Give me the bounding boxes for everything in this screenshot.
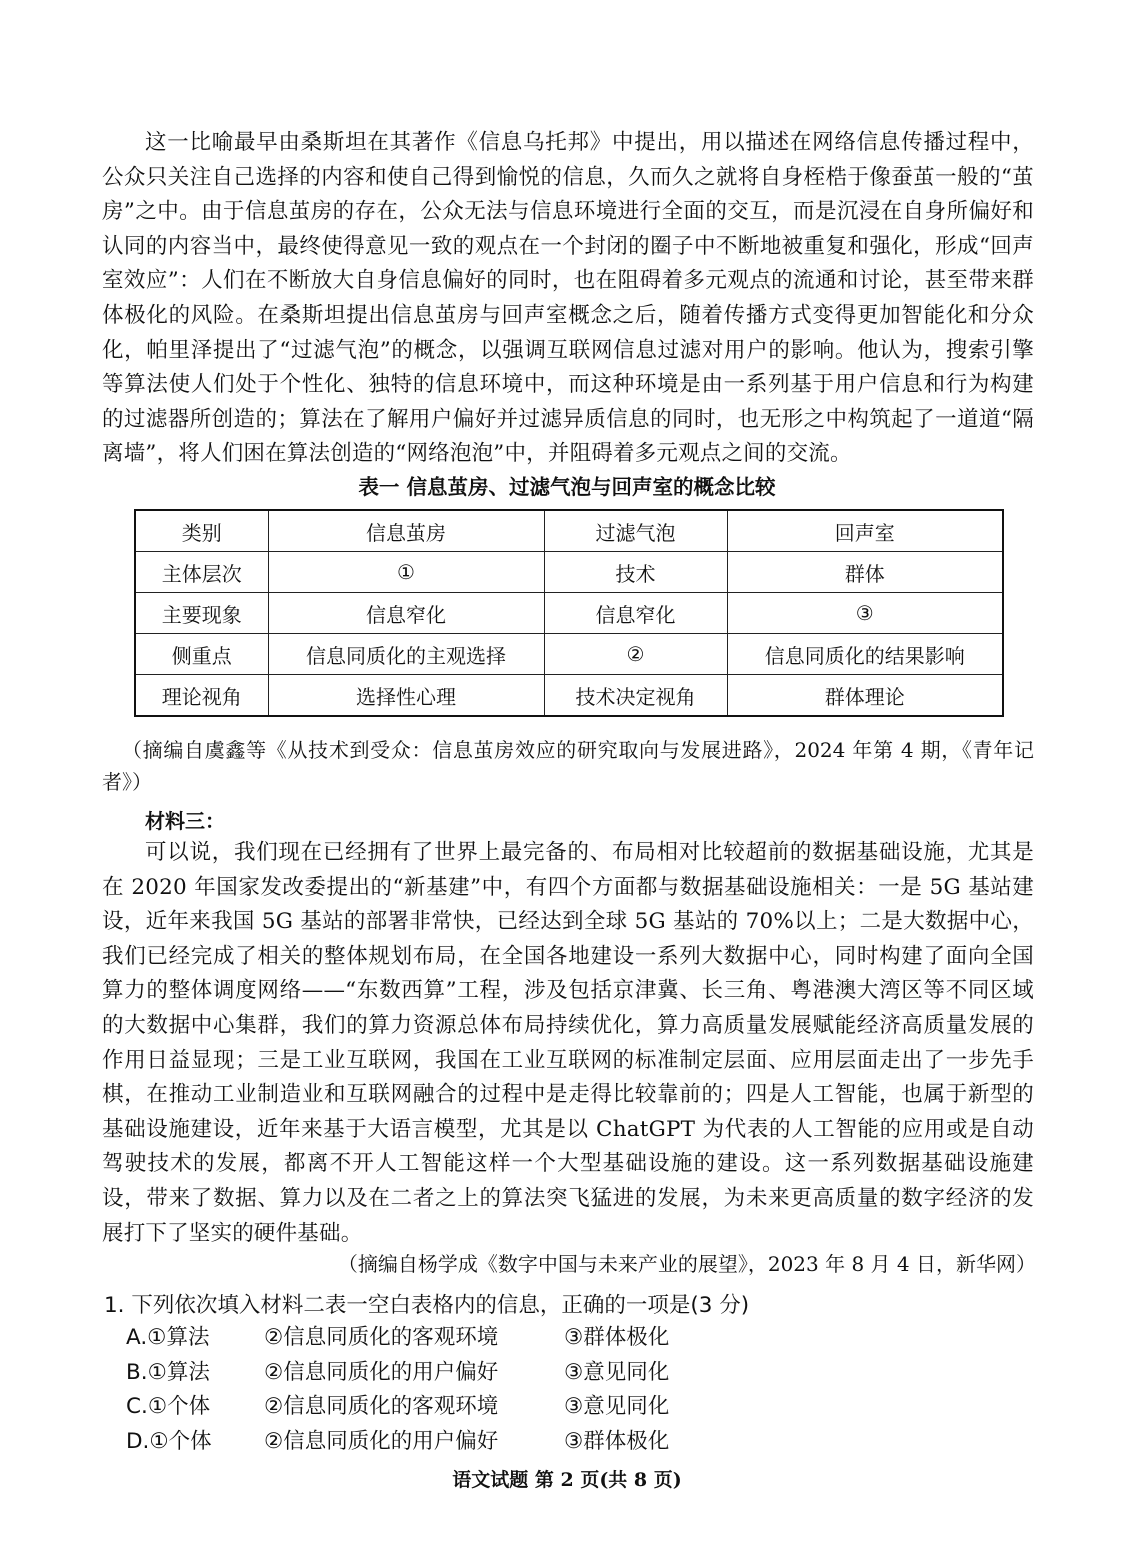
option-letter: A. [126, 1325, 148, 1350]
table-row [135, 593, 1003, 634]
option-part-2: ②信息同质化的客观环境 [264, 1394, 499, 1419]
table-cell: 主体层次 [135, 552, 268, 593]
option-part-1 [126, 1356, 210, 1391]
option-part-3: ③意见同化 [564, 1394, 670, 1419]
option-part-3: ③意见同化 [564, 1359, 670, 1385]
question-stem: 1. 下列依次填入材料二表一空白表格内的信息，正确的一项是(3 分) [104, 1293, 750, 1318]
paragraph-1: 这一比喻最早由桑斯坦在其著作《信息乌托邦》中提出，用以描述在网络信息传播过程中，公众只关注自己选择的内容和使自己得到愉悦的信息，久而久之就将自身桎梏于像蚕茧一般的“茧房”之中。由于信息茧房的存在，公众无法与信息环境进行全面的交互，而是沉浸在自身所偏好和认同的内容当中，最终使得意见一致的观点在一个封闭的圈子中不断地被重复和强化，形成“回声室效应”：人们在不断放大自身信息偏好的同时，也在阻碍着多元观点的流通和讨论，甚至带来群体极化的风险。在桑斯坦提出信息茧房与回声室概念之后，随着传播方式变得更加智能化和分众化，帕里泽提出了“过滤气泡”的概念，以强调互联网信息过滤对用户的影响。他认为，搜索引擎等算法使人们处于个性化、独特的信息环境中，而这种环境是由一系列基于用户信息和行为构建的过滤器所创造的；算法在了解用户偏好并过滤异质信息的同时，也无形之中构筑起了一道道“隔离墙”，将人们困在算法创造的“网络泡泡”中，并阻碍着多元观点之间的交流。 [102, 130, 1034, 467]
source-citation-2: （摘编自杨学成《数字中国与未来产业的展望》，2023 年 8 月 4 日，新华网） [337, 1252, 1036, 1276]
table-cell: ① [268, 552, 544, 593]
table-row [135, 675, 1003, 717]
table-title: 表一 信息茧房、过滤气泡与回声室的概念比较 [358, 475, 776, 499]
table-cell: 信息窄化 [268, 593, 544, 634]
table-cell: 信息同质化的主观选择 [268, 634, 544, 675]
table-cell: 信息同质化的结果影响 [727, 634, 1003, 675]
option-part-2: ②信息同质化的用户偏好 [264, 1428, 499, 1454]
option-part-2: ②信息同质化的用户偏好 [264, 1359, 499, 1385]
option-letter: D. [126, 1428, 150, 1454]
material-3-heading: 材料三： [145, 809, 225, 833]
table-cell: 主要现象 [135, 593, 268, 634]
option-text: ①算法 [147, 1325, 210, 1350]
concept-comparison-table [134, 509, 1004, 717]
table-cell: ② [544, 634, 727, 675]
table-header-cell: 过滤气泡 [544, 510, 727, 552]
table-header-row [135, 510, 1003, 552]
option-part-3: ③群体极化 [564, 1325, 670, 1350]
table-cell: 群体 [727, 552, 1003, 593]
option-part-1 [126, 1390, 210, 1425]
option-part-1 [126, 1321, 209, 1356]
paragraph-3: 可以说，我们现在已经拥有了世界上最完备的、布局相对比较超前的数据基础设施，尤其是在 2020 年国家发改委提出的“新基建”中，有四个方面都与数据基础设施相关：一是 5G 基站建设，近年来我国 5G 基站的部署非常快，已经达到全球 5G 基站的 70%以上；二是大数据中心，我们已经完成了相关的整体规划布局，在全国各地建设一系列大数据中心，同时构建了面向全国算力的整体调度网络——“东数西算”工程，涉及包括京津冀、长三角、粤港澳大湾区等不同区域的大数据中心集群，我们的算力资源总体布局持续优化，算力高质量发展赋能经济高质量发展的作用日益显现；三是工业互联网，我国在工业互联网的标准制定层面、应用层面走出了一步先手棋，在推动工业制造业和互联网融合的过程中是走得比较靠前的；四是人工智能，也属于新型的基础设施建设，近年来基于大语言模型，尤其是以 ChatGPT 为代表的人工智能的应用或是自动驾驶技术的发展，都离不开人工智能这样一个大型基础设施的建设。这一系列数据基础设施建设，带来了数据、算力以及在二者之上的算法突飞猛进的发展，为未来更高质量的数字经济的发展打下了坚实的硬件基础。 [102, 840, 1034, 1246]
table-row [135, 552, 1003, 593]
table-cell: 群体理论 [727, 675, 1003, 717]
table-row [135, 634, 1003, 675]
table-cell: 技术 [544, 552, 727, 593]
option-part-3: ③群体极化 [564, 1428, 670, 1454]
option-part-2: ②信息同质化的客观环境 [264, 1325, 499, 1350]
option-text: ①算法 [147, 1359, 210, 1385]
option-text: ①个体 [147, 1394, 211, 1419]
table-cell: 技术决定视角 [544, 675, 727, 717]
table-cell: 选择性心理 [268, 675, 544, 717]
table-cell: 理论视角 [135, 675, 268, 717]
option-letter: C. [126, 1394, 148, 1419]
table-header-cell: 回声室 [727, 510, 1003, 552]
option-part-1 [126, 1425, 212, 1460]
table-cell: 侧重点 [135, 634, 268, 675]
source-citation-1: （摘编自虞鑫等《从技术到受众：信息茧房效应的研究取向与发展进路》，2024 年第 4 期，《青年记者》） [102, 738, 1034, 794]
page-footer: 语文试题 第 2 页(共 8 页) [452, 1469, 682, 1491]
option-text: ①个体 [149, 1428, 212, 1454]
table-header-cell: 类别 [135, 510, 268, 552]
table-cell: 信息窄化 [544, 593, 727, 634]
table-cell: ③ [727, 593, 1003, 634]
option-letter: B. [126, 1359, 148, 1385]
table-header-cell: 信息茧房 [268, 510, 544, 552]
